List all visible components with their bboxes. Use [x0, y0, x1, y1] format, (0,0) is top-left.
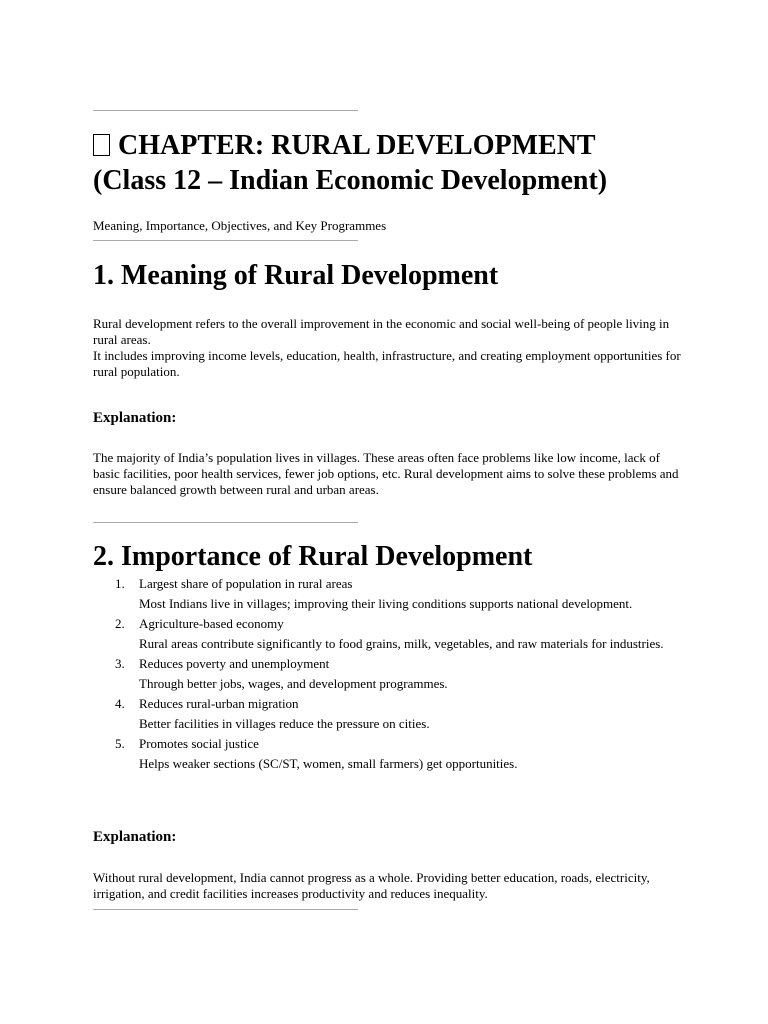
- list-item-desc: Helps weaker sections (SC/ST, women, small farmers) get opportunities.: [139, 756, 518, 771]
- list-item-title: Largest share of population in rural areas: [139, 576, 353, 591]
- list-item: [93, 576, 693, 612]
- list-number: 3.: [115, 656, 125, 671]
- list-number: 2.: [115, 616, 125, 631]
- meaning-paragraph: [93, 316, 683, 380]
- list-item-desc: Better facilities in villages reduce the pressure on cities.: [139, 716, 430, 731]
- list-item: [93, 616, 693, 652]
- explanation-text-1: The majority of India’s population lives in villages. These areas often face problems like low income, lack of basic facilities, poor health services, fewer job options, etc. Rural development aims to solve these problems and ensure balanced growth between rural and urban areas.: [93, 450, 679, 497]
- importance-list: [93, 576, 693, 776]
- list-item-title: Reduces rural-urban migration: [139, 696, 299, 711]
- list-item-title: Promotes social justice: [139, 736, 259, 751]
- section-heading-meaning: 1. Meaning of Rural Development: [93, 260, 499, 291]
- title-line-2: (Class 12 – Indian Economic Development): [93, 165, 608, 196]
- explanation-heading-2: Explanation:: [93, 829, 177, 845]
- list-item-desc: Through better jobs, wages, and development programmes.: [139, 676, 448, 691]
- list-number: 5.: [115, 736, 125, 751]
- meaning-text-2: It includes improving income levels, education, health, infrastructure, and creating employment opportunities for rural population.: [93, 348, 681, 379]
- list-item: [93, 696, 693, 732]
- missing-glyph-icon: [93, 134, 110, 156]
- list-item-desc: Rural areas contribute significantly to food grains, milk, vegetables, and raw materials for industries.: [139, 636, 664, 651]
- section-heading-importance: 2. Importance of Rural Development: [93, 541, 533, 572]
- horizontal-rule: [93, 522, 358, 523]
- horizontal-rule: [93, 110, 358, 111]
- horizontal-rule: [93, 240, 358, 241]
- page-subtitle: Meaning, Importance, Objectives, and Key Programmes: [93, 218, 387, 233]
- meaning-text-1: Rural development refers to the overall improvement in the economic and social well-being of people living in rural areas.: [93, 316, 670, 347]
- explanation-text-2: Without rural development, India cannot progress as a whole. Providing better education, roads, electricity, irrigation, and credit facilities increases productivity and reduces inequality.: [93, 870, 650, 901]
- list-item-title: Reduces poverty and unemployment: [139, 656, 330, 671]
- list-item: [93, 656, 693, 692]
- page-title: [93, 128, 693, 198]
- horizontal-rule: [93, 909, 358, 910]
- list-item: [93, 736, 693, 772]
- list-number: 4.: [115, 696, 125, 711]
- explanation-heading-1: Explanation:: [93, 410, 177, 426]
- list-item-title: Agriculture-based economy: [139, 616, 284, 631]
- title-line-1: CHAPTER: RURAL DEVELOPMENT: [118, 130, 596, 161]
- list-number: 1.: [115, 576, 125, 591]
- list-item-desc: Most Indians live in villages; improving their living conditions supports national development.: [139, 596, 633, 611]
